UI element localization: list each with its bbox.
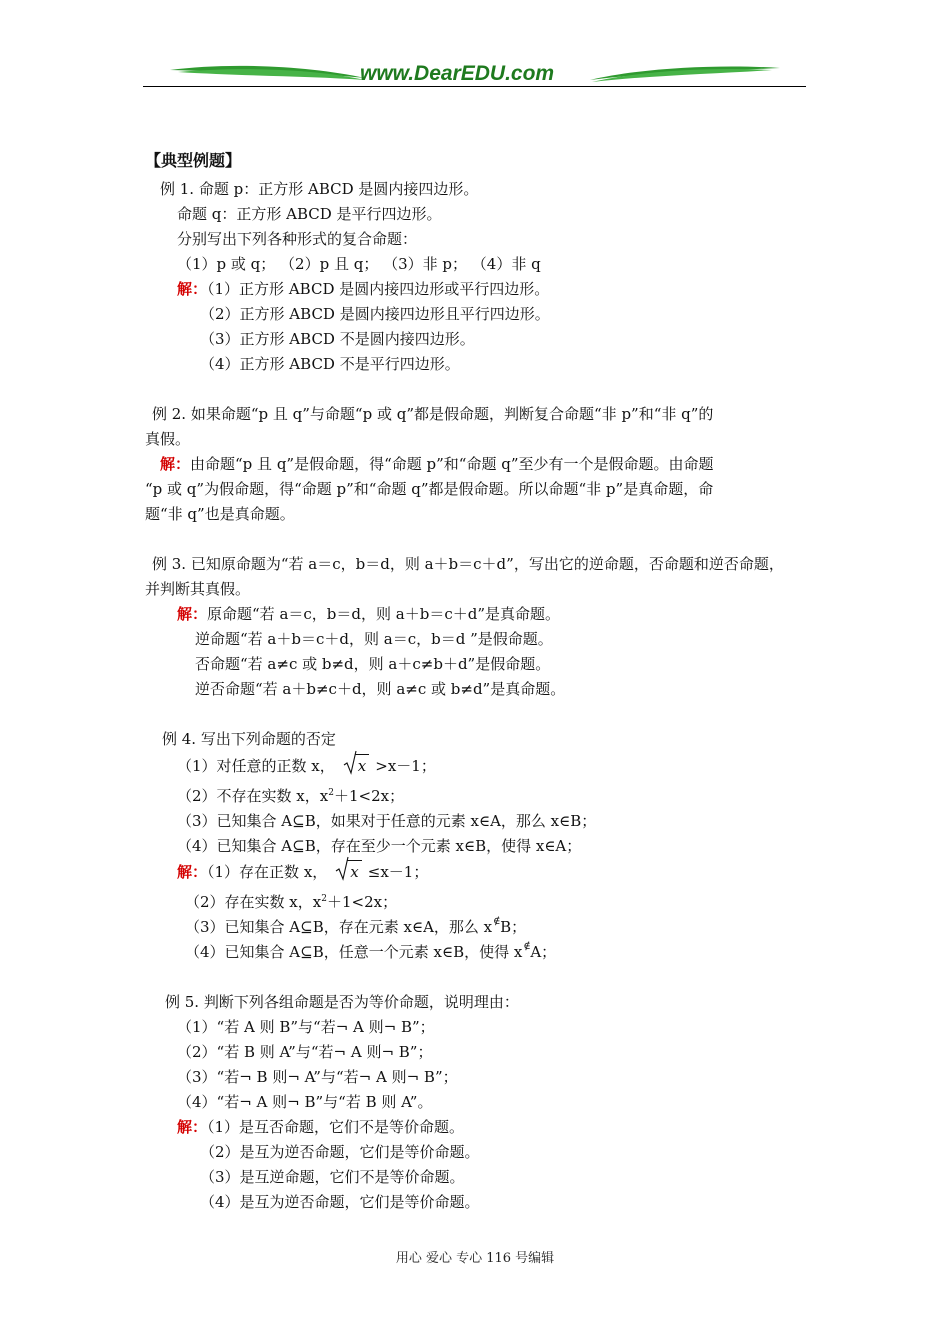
solution-label: 解： — [177, 605, 208, 623]
sqrt-symbol: x — [343, 754, 369, 777]
ex1-line-1: 例 1. 命题 p：正方形 ABCD 是圆内接四边形。 — [160, 180, 479, 198]
ex4-solution-1: 解：（1）存在正数 x， x ≤x－1； — [177, 860, 428, 883]
ex1-line-3: 分别写出下列各种形式的复合命题： — [177, 230, 418, 248]
ex1-solution-3: （3）正方形 ABCD 不是圆内接四边形。 — [200, 330, 475, 348]
ex1-line-2: 命题 q：正方形 ABCD 是平行四边形。 — [177, 205, 442, 223]
solution-label: 解： — [160, 455, 191, 473]
ex3-solution-3: 否命题“若 a≠c 或 b≠d，则 a＋c≠b＋d”是假命题。 — [195, 655, 551, 673]
ex4-solution-2: （2）存在实数 x，$x^2+1<2x$； — [185, 893, 398, 911]
ex4-line-3: （2）不存在实数 x，$x^2+1<2x$； — [177, 787, 405, 805]
ex1-solution-2: （2）正方形 ABCD 是圆内接四边形且平行四边形。 — [200, 305, 550, 323]
ex4-solution-3: （3）已知集合 A⊆B，存在元素 x∈A，那么 x ∉ B； — [185, 916, 527, 936]
ex1-solution-4: （4）正方形 ABCD 不是平行四边形。 — [200, 355, 460, 373]
ex4-line-1: 例 4. 写出下列命题的否定 — [162, 730, 336, 748]
ex3-line-2: 并判断其真假。 — [145, 580, 251, 598]
header-rule — [143, 86, 806, 87]
ex2-line-2: 真假。 — [145, 430, 191, 448]
ex5-solution-4: （4）是互为逆否命题，它们是等价命题。 — [200, 1193, 480, 1211]
ex2-solution-1: 解：由命题“p 且 q”是假命题，得“命题 p”和“命题 q”至少有一个是假命题。由命题 — [160, 455, 714, 473]
ex5-line-4: （3）“若¬ B 则¬ A”与“若¬ A 则¬ B”； — [177, 1068, 458, 1086]
solution-label: 解： — [177, 1118, 208, 1136]
ex5-solution-2: （2）是互为逆否命题，它们是等价命题。 — [200, 1143, 480, 1161]
solution-label: 解： — [177, 280, 208, 298]
header-site-text: www.DearEDU.com — [360, 62, 555, 85]
sqrt-symbol: x — [335, 860, 361, 883]
ex5-line-5: （4）“若¬ A 则¬ B”与“若 B 则 A”。 — [177, 1093, 433, 1111]
ex1-solution-1: 解：（1）正方形 ABCD 是圆内接四边形或平行四边形。 — [177, 280, 550, 298]
ex5-line-3: （2）“若 B 则 A”与“若¬ A 则¬ B”； — [177, 1043, 433, 1061]
solution-label: 解： — [177, 863, 208, 881]
ex3-solution-4: 逆否命题“若 a＋b≠c＋d，则 a≠c 或 b≠d”是真命题。 — [195, 680, 566, 698]
ex4-line-5: （4）已知集合 A⊆B，存在至少一个元素 x∈B，使得 x∈A； — [177, 837, 582, 855]
ex3-solution-1: 解：原命题“若 a＝c，b＝d，则 a＋b＝c＋d”是真命题。 — [177, 605, 560, 623]
ex1-line-4: （1）p 或 q； （2）p 且 q； （3）非 p； （4）非 q — [177, 255, 541, 273]
ex3-line-1: 例 3. 已知原命题为“若 a＝c，b＝d，则 a＋b＝c＋d”，写出它的逆命题，否命题和逆否命题， — [152, 555, 784, 573]
ex2-solution-3: 题“非 q”也是真命题。 — [145, 505, 295, 523]
ex4-line-4: （3）已知集合 A⊆B，如果对于任意的元素 x∈A，那么 x∈B； — [177, 812, 597, 830]
ex4-solution-4: （4）已知集合 A⊆B，任意一个元素 x∈B，使得 x ∉ A； — [185, 941, 557, 961]
ex5-solution-3: （3）是互逆命题，它们不是等价命题。 — [200, 1168, 465, 1186]
ex5-line-1: 例 5. 判断下列各组命题是否为等价命题，说明理由： — [165, 993, 519, 1011]
ex5-solution-1: 解：（1）是互否命题，它们不是等价命题。 — [177, 1118, 465, 1136]
ex2-solution-2: “p 或 q”为假命题，得“命题 p”和“命题 q”都是假命题。所以命题“非 p”是真命题，命 — [145, 480, 714, 498]
ex3-solution-2: 逆命题“若 a＋b＝c＋d，则 a＝c，b＝d ”是假命题。 — [195, 630, 553, 648]
page-footer: 用心 爱心 专心 116 号编辑 — [395, 1251, 555, 1266]
section-title: 【典型例题】 — [145, 151, 242, 170]
ex4-line-2: （1）对任意的正数 x， x >x－1； — [177, 754, 436, 777]
ex2-line-1: 例 2. 如果命题“p 且 q”与命题“p 或 q”都是假命题，判断复合命题“非 p”和“非 q”的 — [152, 405, 714, 423]
ex5-line-2: （1）“若 A 则 B”与“若¬ A 则¬ B”； — [177, 1018, 435, 1036]
